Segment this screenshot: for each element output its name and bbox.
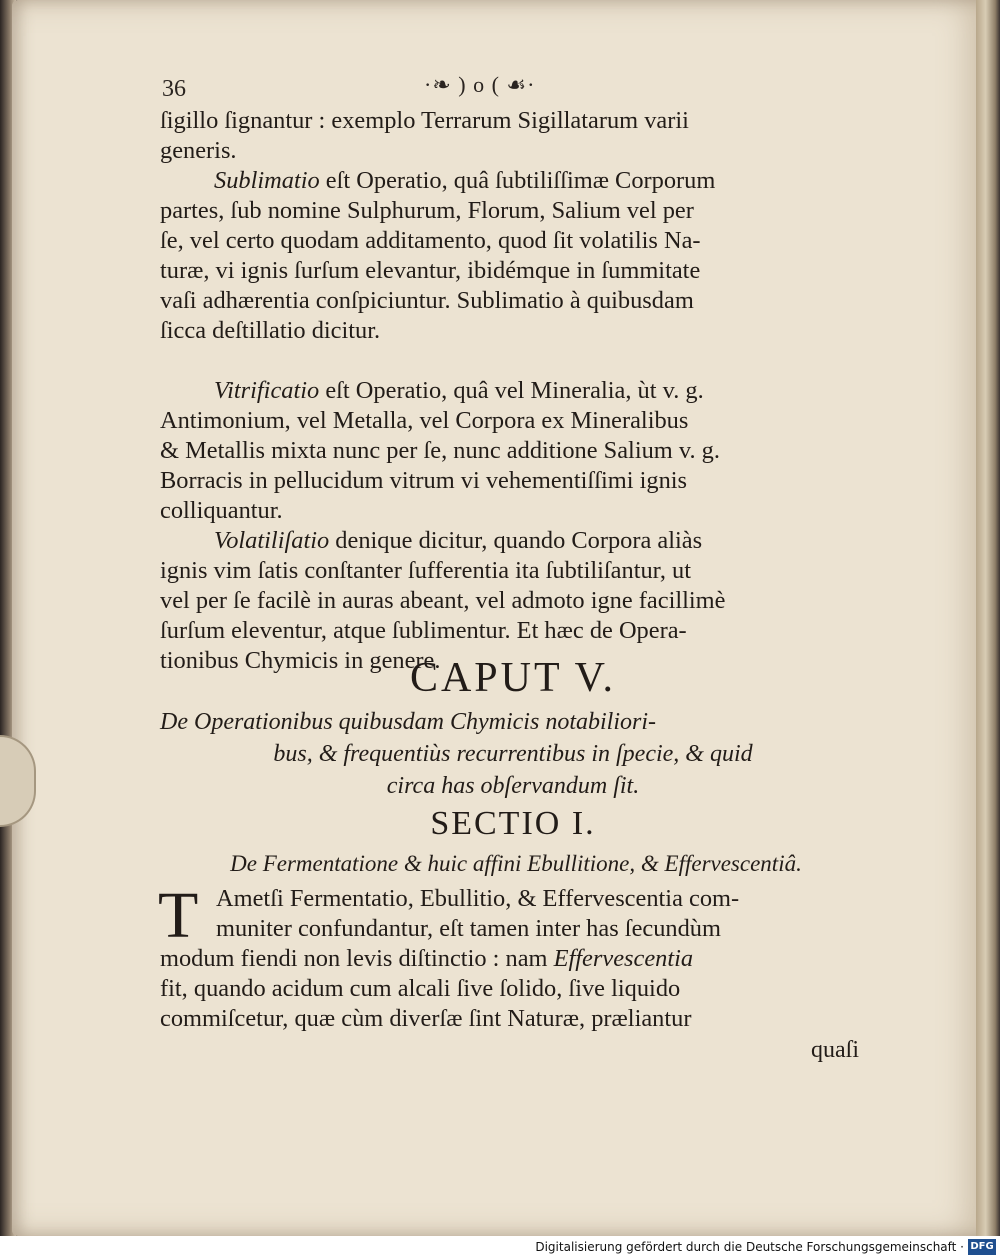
section-title: SECTIO I. (430, 805, 596, 842)
text-line: ſicca deſtillatio dicitur. (160, 317, 381, 344)
text-line: commiſcetur, quæ cùm diverſæ ſint Naturæ, præliantur (160, 1005, 692, 1032)
text-line: Antimonium, vel Metalla, vel Corpora ex Mineralibus (160, 407, 689, 434)
text-line: tionibus Chymicis in genere. (160, 647, 441, 674)
text-line: ſigillo ſignantur : exemplo Terrarum Sigillatarum varii (160, 107, 689, 134)
text-line: ſe, vel certo quodam additamento, quod ſit volatilis Na- (160, 227, 701, 254)
text-line: Vitrificatio eſt Operatio, quâ vel Mineralia, ùt v. g. (214, 377, 704, 404)
text-line: & Metallis mixta nunc per ſe, nunc additione Salium v. g. (160, 437, 720, 464)
page-number: 36 (162, 76, 186, 102)
subtitle-line: circa has obſervandum ſit. (386, 773, 640, 799)
page-edge (976, 0, 1000, 1236)
chapter-title: CAPUT V. (409, 655, 617, 701)
text-line: Sublimatio eſt Operatio, quâ ſubtiliſſimæ Corporum (214, 167, 716, 194)
text-line: vaſi adhærentia conſpiciuntur. Sublimatio à quibusdam (160, 287, 694, 314)
catchword: quaſi (811, 1037, 859, 1063)
subtitle-line: bus, & frequentiùs recurrentibus in ſpecie, & quid (273, 741, 753, 767)
drop-cap: T (158, 879, 199, 952)
chapter-subtitle (160, 706, 866, 802)
text-line: ignis vim ſatis conſtanter ſufferentia ita ſubtiliſantur, ut (160, 557, 691, 584)
footer-bar (0, 1236, 1000, 1259)
term-volatilisatio: Volatiliſatio (214, 527, 330, 554)
text-line: ſurſum eleventur, atque ſublimentur. Et hæc de Opera- (160, 617, 687, 644)
body-text (160, 106, 866, 676)
text-line: generis. (160, 137, 237, 164)
term-vitrificatio: Vitrificatio (214, 377, 320, 404)
footer-credit: Digitalisierung gefördert durch die Deutsche Forschungsgemeinschaft · (535, 1240, 964, 1254)
text-line: Borracis in pellucidum vitrum vi vehementiſſimi ignis (160, 467, 688, 494)
section-paragraph (158, 879, 860, 1034)
term-sublimatio: Sublimatio (214, 167, 320, 194)
text-line (160, 346, 866, 376)
dfg-logo: DFG (968, 1239, 996, 1255)
term-effervescentia: Effervescentia (553, 945, 694, 972)
text-line: colliquantur. (160, 497, 283, 524)
subtitle-line: De Operationibus quibusdam Chymicis notabiliori- (160, 709, 656, 735)
text-line: partes, ſub nomine Sulphurum, Florum, Salium vel per (160, 197, 694, 224)
running-header (162, 72, 872, 106)
text-line: Volatiliſatio denique dicitur, quando Corpora aliàs (214, 527, 703, 554)
text-line: fit, quando acidum cum alcali ſive ſolido, ſive liquido (160, 975, 681, 1002)
text-line: modum fiendi non levis diſtinctio : nam Effervescentia (160, 945, 694, 972)
text-line: vel per ſe facilè in auras abeant, vel admoto igne facillimè (160, 587, 726, 614)
header-ornament: ·❧ ) o ( ☙· (424, 72, 536, 97)
text-line: Ametſi Fermentatio, Ebullitio, & Effervescentia com- (216, 885, 740, 912)
section-subtitle: De Fermentatione & huic affini Ebullitione, & Effervescentiâ. (230, 851, 802, 876)
text-line: muniter confundantur, eſt tamen inter has ſecundùm (216, 915, 721, 942)
text-line: turæ, vi ignis ſurſum elevantur, ibidémque in ſummitate (160, 257, 701, 284)
